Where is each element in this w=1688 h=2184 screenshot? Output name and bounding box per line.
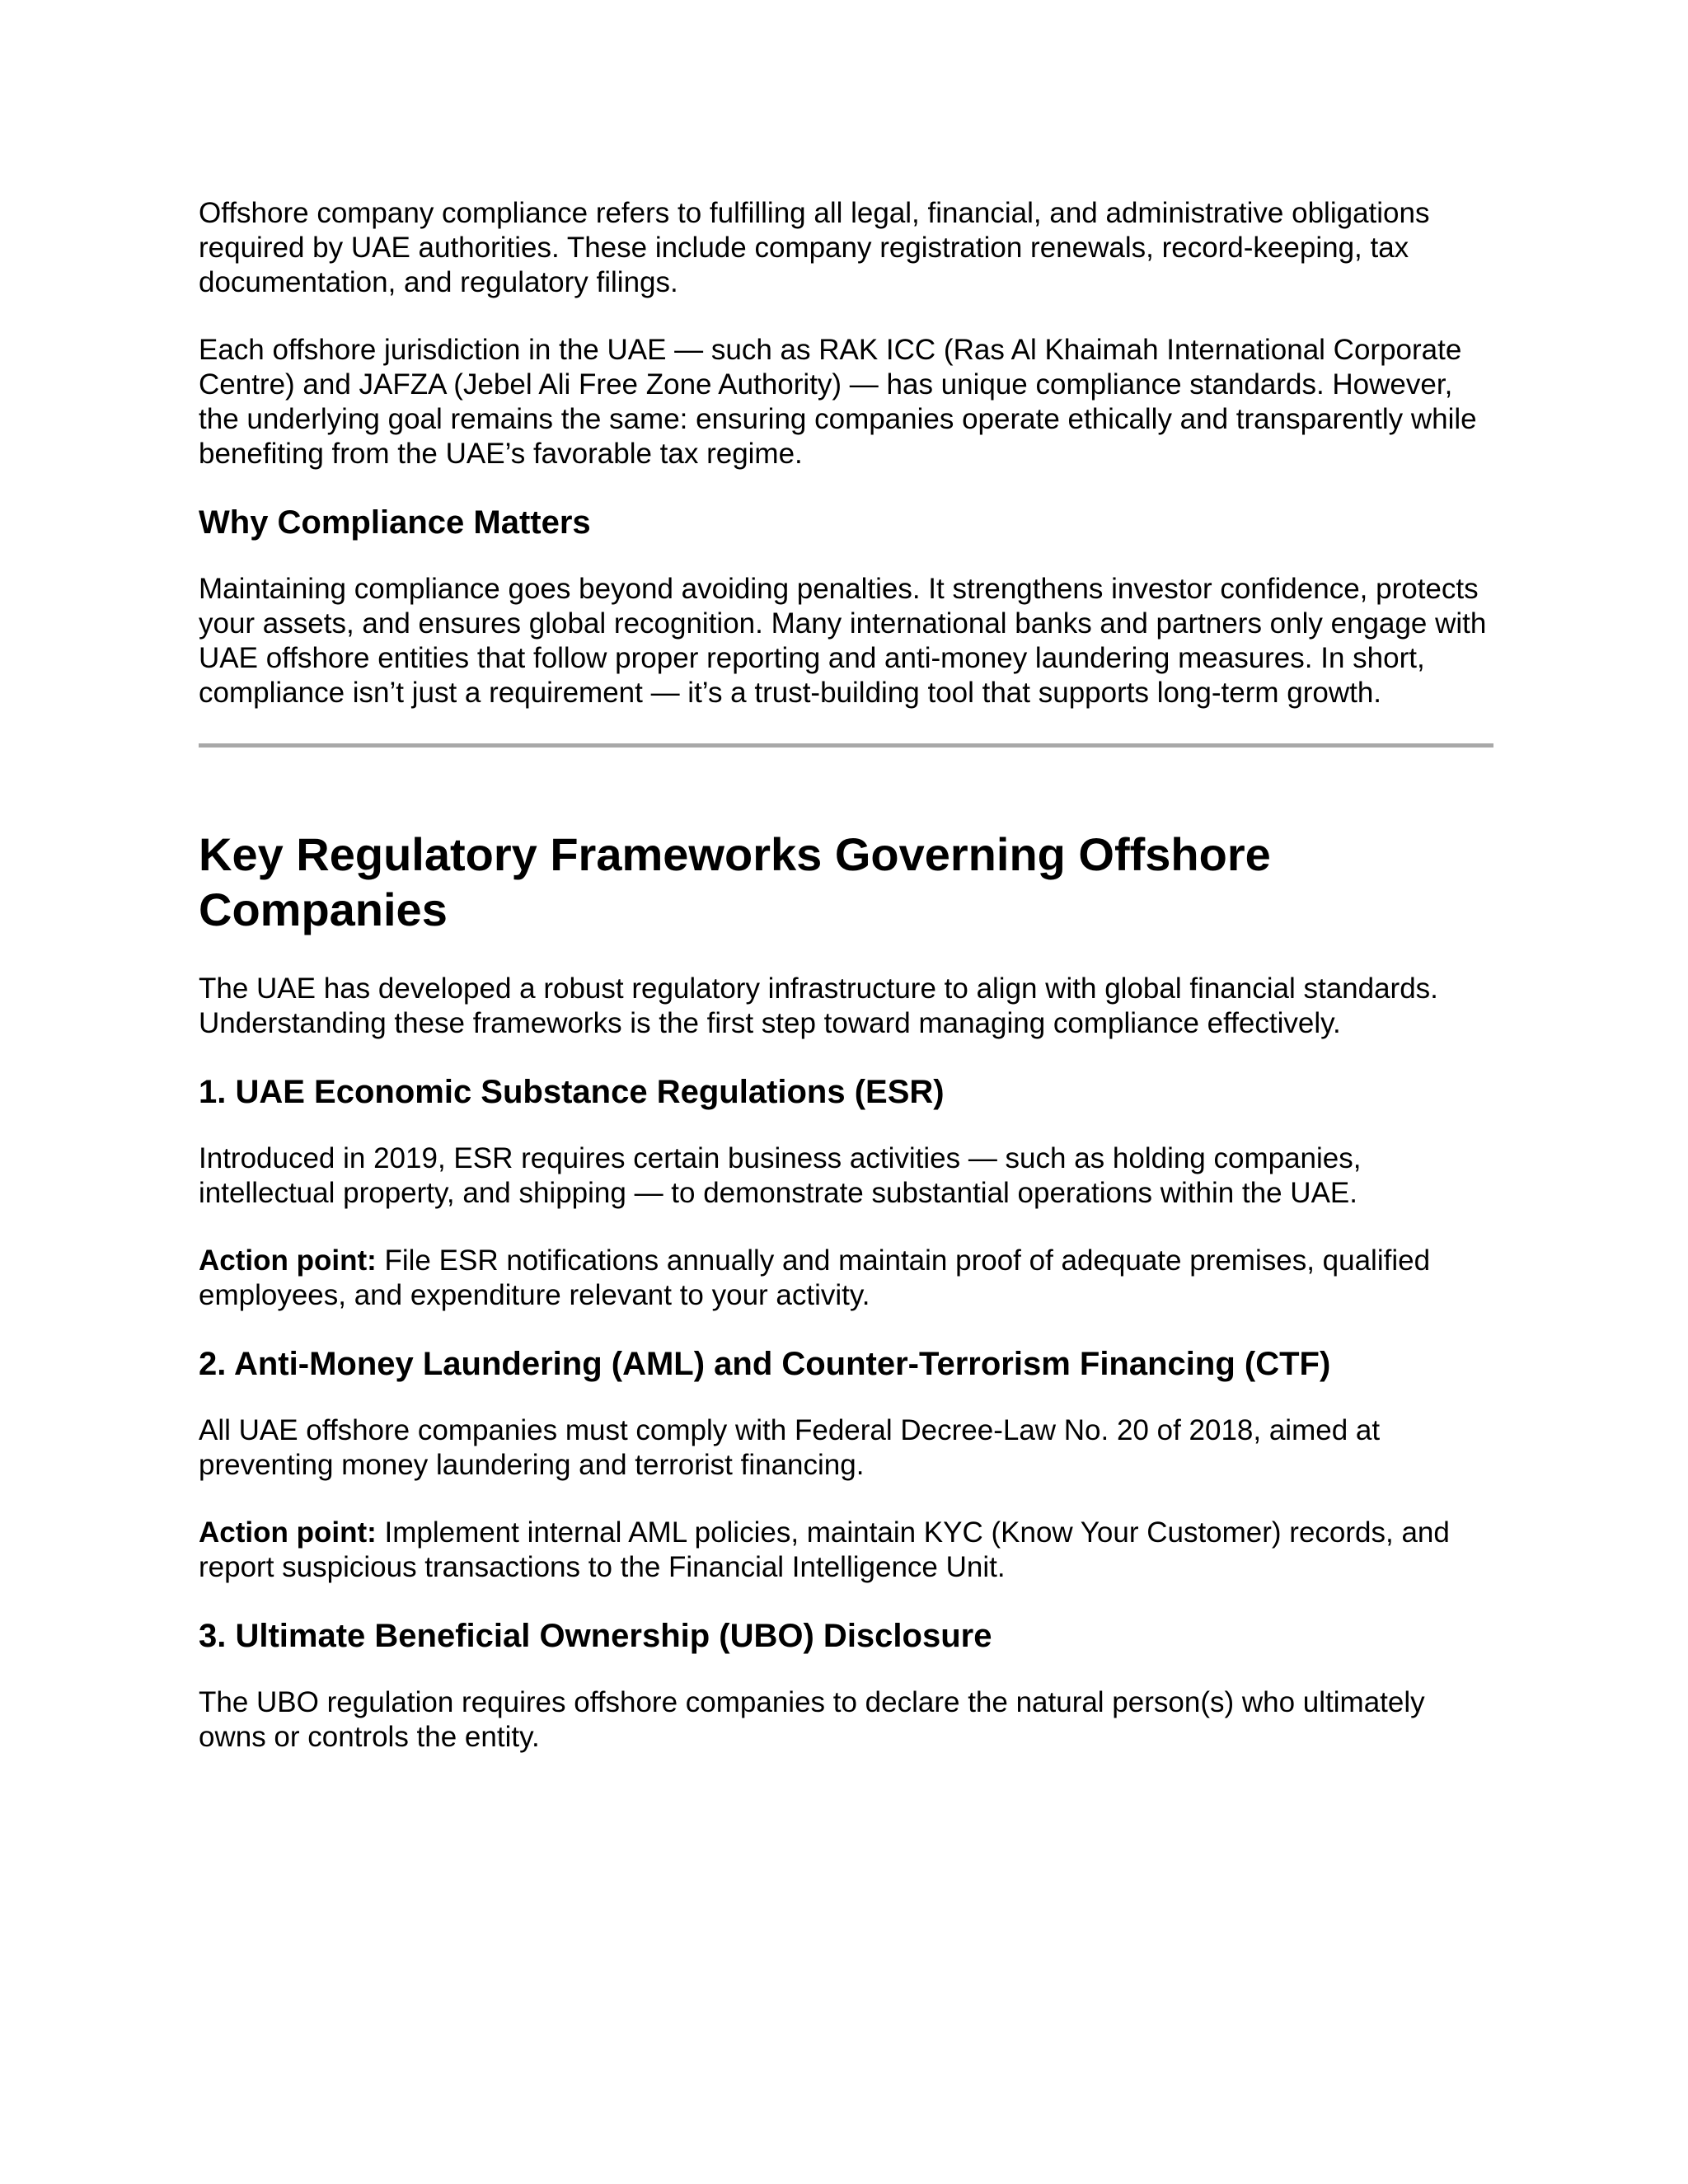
esr-heading: 1. UAE Economic Substance Regulations (ESR) [199, 1074, 945, 1110]
esr-action-point [199, 1244, 1494, 1313]
intro-paragraph-2: Each offshore jurisdiction in the UAE — such as RAK ICC (Ras Al Khaimah International Corporate Centre) and JAFZA (Jebel Ali Free Zone Authority) — has unique compliance standards. However, the underlying goal remains the same: ensuring companies operate ethically and transparently while benefiting from the UAE’s favorable tax regime. [199, 334, 1477, 470]
aml-action-point [199, 1516, 1494, 1585]
esr-action-text: File ESR notifications annually and maintain proof of adequate premises, qualified employees, and expenditure relevant to your activity. [199, 1244, 1431, 1311]
ubo-heading: 3. Ultimate Beneficial Ownership (UBO) Disclosure [199, 1618, 992, 1654]
why-compliance-paragraph: Maintaining compliance goes beyond avoiding penalties. It strengthens investor confidence, protects your assets, and ensures global recognition. Many international banks and partners only engage with UAE offshore entities that follow proper reporting and anti-money laundering measures. In short, compliance isn’t just a requirement — it’s a trust-building tool that supports long-term growth. [199, 573, 1487, 709]
frameworks-heading: Key Regulatory Frameworks Governing Offshore Companies [199, 828, 1271, 935]
aml-action-label: Action point: [199, 1516, 377, 1549]
frameworks-intro-paragraph: The UAE has developed a robust regulatory infrastructure to align with global financial standards. Understanding these frameworks is the first step toward managing compliance effectively. [199, 972, 1438, 1039]
document-page [199, 196, 1494, 1755]
section-divider [199, 743, 1493, 748]
aml-paragraph: All UAE offshore companies must comply with Federal Decree-Law No. 20 of 2018, aimed at preventing money laundering and terrorist financing. [199, 1414, 1381, 1481]
aml-heading: 2. Anti-Money Laundering (AML) and Counter-Terrorism Financing (CTF) [199, 1346, 1331, 1382]
esr-action-label: Action point: [199, 1244, 377, 1277]
aml-action-text: Implement internal AML policies, maintain KYC (Know Your Customer) records, and report suspicious transactions to the Financial Intelligence Unit. [199, 1516, 1450, 1583]
why-compliance-heading: Why Compliance Matters [199, 504, 591, 541]
esr-paragraph: Introduced in 2019, ESR requires certain business activities — such as holding companies, intellectual property, and shipping — to demonstrate substantial operations within the UAE. [199, 1142, 1362, 1209]
ubo-paragraph: The UBO regulation requires offshore companies to declare the natural person(s) who ultimately owns or controls the entity. [199, 1686, 1425, 1753]
intro-paragraph-1: Offshore company compliance refers to fulfilling all legal, financial, and administrative obligations required by UAE authorities. These include company registration renewals, record-keeping, tax documentation, and regulatory filings. [199, 197, 1430, 298]
